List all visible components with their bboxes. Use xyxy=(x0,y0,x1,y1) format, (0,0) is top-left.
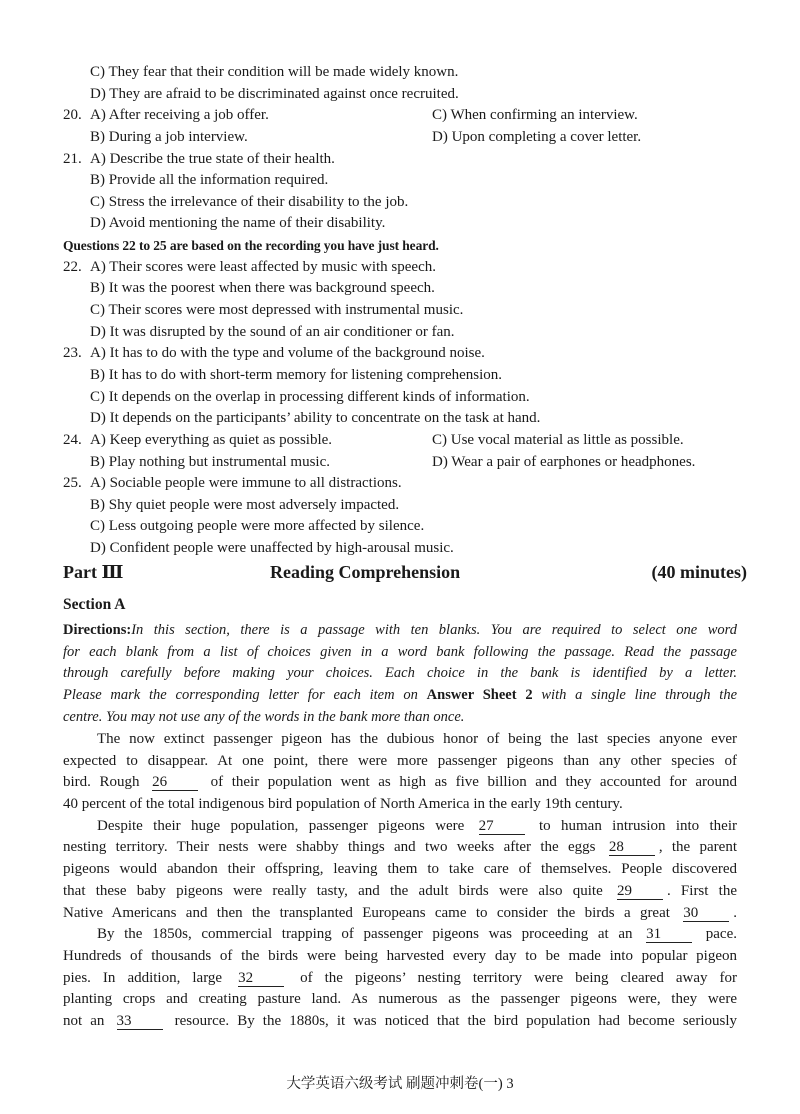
answer-option: B) Provide all the information required. xyxy=(90,172,329,189)
passage-text: Native Americans and then the transplanted Europeans came to consider the birds a great xyxy=(63,904,680,921)
directions-line xyxy=(63,642,737,664)
question-line xyxy=(63,300,743,322)
passage xyxy=(63,729,737,1033)
question-number: 24. xyxy=(63,431,82,448)
passage-text: to human intrusion into their xyxy=(528,817,737,834)
passage-text: Despite their huge population, passenger pigeons were xyxy=(97,817,475,834)
passage-text: , the parent xyxy=(658,839,737,856)
directions-line xyxy=(63,685,737,707)
page-footer: 大学英语六级考试 刷题冲刺卷(一) 3 xyxy=(286,1076,514,1092)
passage-line xyxy=(63,751,737,773)
question-line xyxy=(63,473,743,495)
passage-text: . xyxy=(733,904,737,921)
answer-option: A) Keep everything as quiet as possible. xyxy=(90,431,333,448)
answer-option: A) Describe the true state of their health. xyxy=(90,150,335,167)
question-line xyxy=(63,516,743,538)
directions-line xyxy=(63,620,737,642)
answer-option: D) Upon completing a cover letter. xyxy=(432,128,642,145)
answer-option: D) Confident people were unaffected by high-arousal music. xyxy=(90,540,454,557)
question-number: 20. xyxy=(63,107,82,124)
question-line xyxy=(63,84,743,106)
passage-line xyxy=(63,989,737,1011)
passage-text: Hundreds of thousands of the birds were being harvested every day to be made into popular pigeon xyxy=(63,947,737,964)
answer-option: D) It depends on the participants’ ability to concentrate on the task at hand. xyxy=(90,410,541,427)
section-heading: Section A xyxy=(63,596,126,613)
question-line xyxy=(63,495,743,517)
answer-option: C) They fear that their condition will be made widely known. xyxy=(90,64,459,80)
passage-text: pace. xyxy=(696,926,737,943)
blank-number: 30 xyxy=(683,906,729,922)
question-line xyxy=(63,213,743,235)
directions-text: with a single line through the xyxy=(532,687,738,704)
answer-option: B) It has to do with short-term memory for listening comprehension. xyxy=(90,366,503,383)
passage-text: of their population went as high as five billion and they accounted for around xyxy=(202,774,738,791)
blank-number: 27 xyxy=(479,819,525,835)
question-line xyxy=(63,278,743,300)
directions-text: In this section, there is a passage with ten blanks. You are required to select one word xyxy=(131,622,737,638)
section-instruction: Questions 22 to 25 are based on the recording you have just heard. xyxy=(63,238,439,254)
passage-line xyxy=(63,859,737,881)
part-label: Part Ⅲ xyxy=(63,562,124,582)
passage-text: pigeons would abandon their offspring, leaving them to take care of themselves. People discovered xyxy=(63,861,737,878)
passage-line xyxy=(63,924,737,946)
answer-option: C) When confirming an interview. xyxy=(432,107,638,124)
part-title: Reading Comprehension xyxy=(270,562,461,582)
passage-line xyxy=(63,903,737,925)
question-line xyxy=(63,343,743,365)
passage-text: pies. In addition, large xyxy=(63,969,235,986)
question-number: 21. xyxy=(63,150,82,167)
answer-option: C) It depends on the overlap in processing different kinds of information. xyxy=(90,388,530,405)
question-number: 22. xyxy=(63,258,82,275)
directions-line xyxy=(63,663,737,685)
passage-line xyxy=(63,968,737,990)
passage-line xyxy=(63,946,737,968)
answer-option: B) During a job interview. xyxy=(90,128,248,145)
question-line xyxy=(63,257,743,279)
question-line xyxy=(63,452,743,474)
passage-text: not an xyxy=(63,1012,113,1029)
question-line xyxy=(63,192,743,214)
answer-option: D) It was disrupted by the sound of an air conditioner or fan. xyxy=(90,323,455,340)
passage-line xyxy=(63,1011,737,1033)
directions-text: through carefully before making your choices. Each choice in the bank is identified by a letter. xyxy=(63,665,737,682)
passage-line xyxy=(63,772,737,794)
passage-line xyxy=(63,816,737,838)
passage-text: By the 1850s, commercial trapping of passenger pigeons was proceeding at an xyxy=(97,926,643,943)
question-line xyxy=(63,408,743,430)
directions-text: Please mark the corresponding letter for each item on xyxy=(63,687,427,704)
passage-text: of the pigeons’ nesting territory were being cleared away for xyxy=(288,969,737,986)
passage-text: resource. By the 1880s, it was noticed that the bird population had become seriously xyxy=(166,1012,738,1029)
question-line xyxy=(63,62,743,84)
passage-line xyxy=(63,881,737,903)
question-line xyxy=(63,365,743,387)
passage-text: . First the xyxy=(666,882,737,899)
listening-questions xyxy=(63,62,743,560)
question-number: 25. xyxy=(63,475,82,492)
question-line xyxy=(63,322,743,344)
answer-option: B) It was the poorest when there was background speech. xyxy=(90,280,435,297)
answer-option: D) Avoid mentioning the name of their disability. xyxy=(90,215,386,232)
answer-option: A) Their scores were least affected by music with speech. xyxy=(90,258,436,275)
answer-sheet-ref: Answer Sheet 2 xyxy=(426,687,533,704)
directions xyxy=(63,620,737,728)
passage-line xyxy=(63,837,737,859)
blank-number: 32 xyxy=(238,971,284,987)
directions-text: centre. You may not use any of the words in the bank more than once. xyxy=(63,708,465,725)
answer-option: A) It has to do with the type and volume of the background noise. xyxy=(90,345,485,362)
blank-number: 28 xyxy=(609,840,655,856)
blank-number: 33 xyxy=(117,1014,163,1030)
question-line xyxy=(63,430,743,452)
answer-option: A) After receiving a job offer. xyxy=(90,107,269,124)
answer-option: C) Their scores were most depressed with instrumental music. xyxy=(90,302,464,319)
answer-option: C) Less outgoing people were more affected by silence. xyxy=(90,518,425,535)
passage-text: expected to disappear. At one point, there were more passenger pigeons than any other species of xyxy=(63,752,737,769)
answer-option: A) Sociable people were immune to all distractions. xyxy=(90,475,402,492)
passage-text: bird. Rough xyxy=(63,774,149,791)
answer-option: D) They are afraid to be discriminated against once recruited. xyxy=(90,85,459,102)
question-line xyxy=(63,170,743,192)
passage-text: nesting territory. Their nests were shabby things and two weeks after the eggs xyxy=(63,839,605,856)
part-time: (40 minutes) xyxy=(651,562,747,582)
passage-text: planting crops and creating pasture land. As numerous as the passenger pigeons were, they were xyxy=(63,991,737,1008)
answer-option: B) Play nothing but instrumental music. xyxy=(90,453,330,470)
blank-number: 26 xyxy=(152,775,198,791)
question-line xyxy=(63,387,743,409)
question-line xyxy=(63,127,743,149)
blank-number: 29 xyxy=(617,884,663,900)
directions-text: for each blank from a list of choices given in a word bank following the passage. Read the passage xyxy=(63,643,737,660)
directions-label: Directions: xyxy=(63,622,132,638)
answer-option: C) Use vocal material as little as possible. xyxy=(432,431,684,448)
part-header xyxy=(63,562,747,588)
answer-option: B) Shy quiet people were most adversely impacted. xyxy=(90,496,400,513)
question-line xyxy=(63,235,743,257)
passage-text: that these baby pigeons were really tasty, and the adult birds were also quite xyxy=(63,882,613,899)
question-number: 23. xyxy=(63,345,82,362)
question-line xyxy=(63,538,743,560)
directions-line xyxy=(63,707,737,729)
answer-option: D) Wear a pair of earphones or headphones. xyxy=(432,453,696,470)
passage-text: 40 percent of the total indigenous bird population of North America in the early 19th century. xyxy=(63,796,623,813)
passage-text: The now extinct passenger pigeon has the dubious honor of being the last species anyone ever xyxy=(97,731,737,747)
question-line xyxy=(63,149,743,171)
answer-option: C) Stress the irrelevance of their disability to the job. xyxy=(90,193,409,210)
passage-line xyxy=(63,794,737,816)
question-line xyxy=(63,105,743,127)
passage-line xyxy=(63,729,737,751)
blank-number: 31 xyxy=(646,927,692,943)
